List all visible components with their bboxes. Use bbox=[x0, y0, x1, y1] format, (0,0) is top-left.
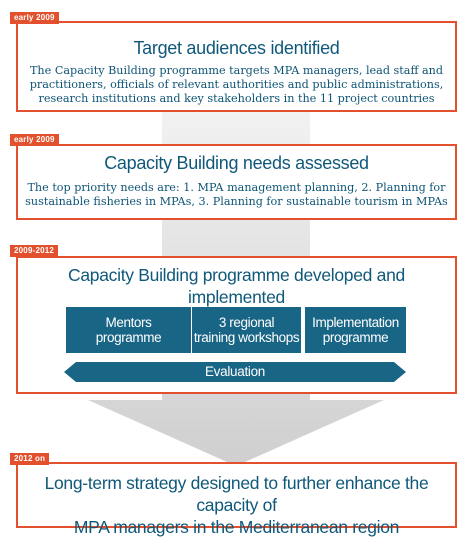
component-mentors-programme bbox=[66, 307, 191, 353]
date-tag: early 2009 bbox=[10, 134, 59, 146]
date-tag: 2009-2012 bbox=[10, 245, 58, 257]
component-label: 3 regional bbox=[218, 315, 275, 330]
evaluation-label: Evaluation bbox=[204, 364, 266, 379]
stage-title: Target audiences identified bbox=[133, 38, 340, 58]
component-label: training workshops bbox=[193, 330, 300, 345]
stage-target-audiences bbox=[16, 21, 457, 112]
stage-body-line: sustainable fisheries in MPAs, 3. Planning for sustainable tourism in MPAs bbox=[25, 195, 448, 208]
stage-body-line: The top priority needs are: 1. MPA management planning, 2. Planning for bbox=[27, 181, 446, 194]
component-regional-workshops bbox=[192, 307, 301, 353]
component-label: programme bbox=[95, 330, 162, 345]
component-label: programme bbox=[322, 330, 389, 345]
stage-title-line: MPA managers in the Mediterranean region bbox=[73, 517, 400, 537]
component-implementation-programme bbox=[305, 307, 406, 353]
stage-long-term-strategy bbox=[16, 462, 457, 537]
stage-needs-assessed bbox=[16, 144, 457, 220]
date-tag: early 2009 bbox=[10, 12, 59, 24]
stage-title-line: Long-term strategy designed to further enhance the capacity of bbox=[44, 473, 429, 515]
stage-body-line: The Capacity Building programme targets MPA managers, lead staff and bbox=[29, 64, 444, 77]
stage-body-line: practitioners, officials of relevant authorities and public administrations, bbox=[29, 78, 444, 91]
stage-title: Capacity Building needs assessed bbox=[104, 153, 369, 173]
stage-body-line: research institutions and key stakeholders in the 11 project countries bbox=[38, 92, 435, 105]
date-tag: 2012 on bbox=[10, 453, 49, 465]
stage-title: Capacity Building programme developed and implemented bbox=[68, 265, 405, 307]
component-label: Implementation bbox=[312, 315, 399, 330]
component-label: Mentors bbox=[105, 315, 152, 330]
